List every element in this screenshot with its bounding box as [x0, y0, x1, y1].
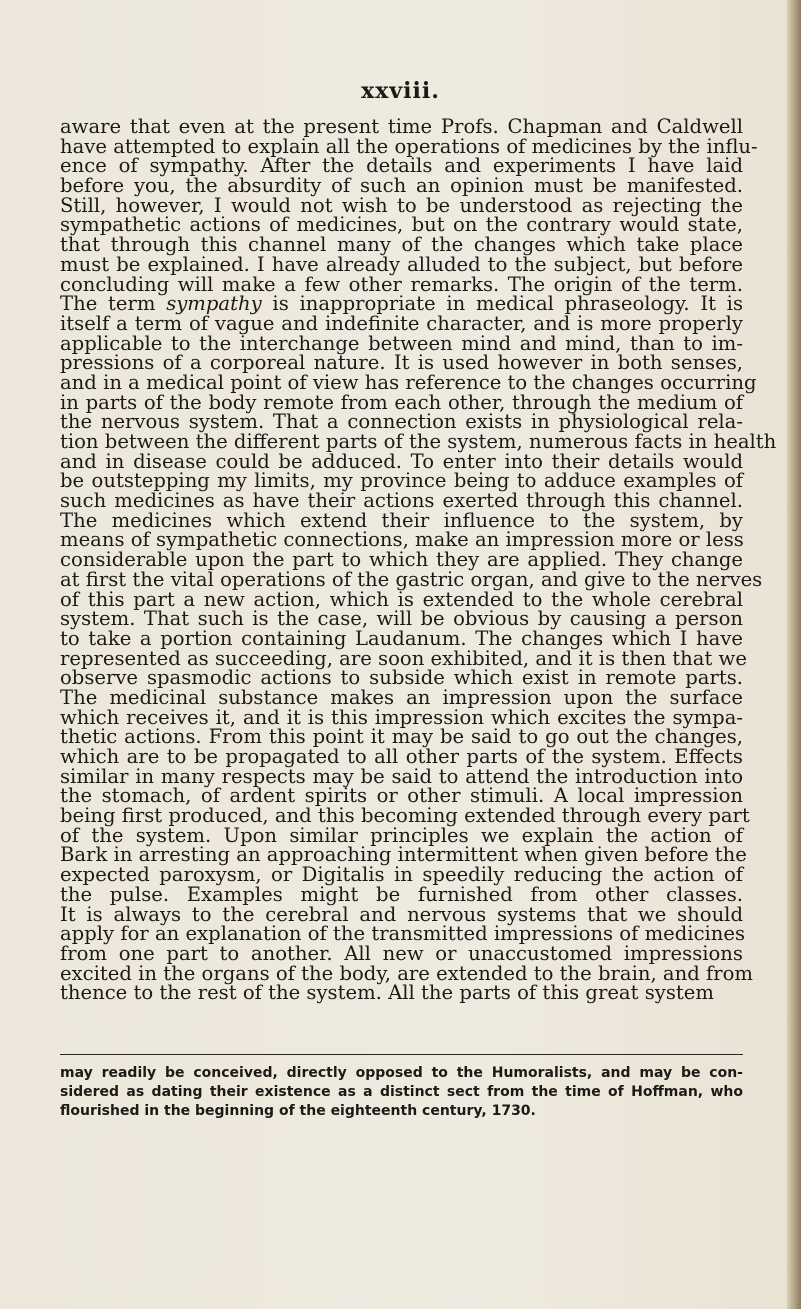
text-line: the stomach, of ardent spirits or other stimuli. A local impression: [60, 784, 743, 808]
text-line: sympathetic actions of medicines, but on the contrary would state,: [60, 213, 743, 237]
footnote-rule: [60, 1054, 743, 1055]
text-line: must be explained. I have already alluded to the subject, but before: [60, 252, 743, 276]
text-line: system. That such is the case, will be obvious by causing a person: [60, 607, 743, 631]
text-line: of this part a new action, which is extended to the whole cerebral: [60, 587, 743, 611]
text-line: which are to be propagated to all other parts of the system. Effects: [60, 745, 743, 768]
footnote-line: flourished in the beginning of the eighteenth century, 1730.: [60, 1103, 536, 1119]
text-line: which receives it, and it is this impression which excites the sympa-: [60, 705, 743, 729]
text-line: to take a portion containing Laudanum. The changes which I have: [60, 626, 743, 650]
text-line: thence to the rest of the system. All the parts of this great system: [60, 981, 714, 1005]
text-line: the nervous system. That a connection exists in physiological rela-: [60, 410, 743, 434]
text-line: means of sympathetic connections, make an impression more or less: [60, 528, 744, 552]
text-line: excited in the organs of the body, are extended to the brain, and from: [60, 961, 753, 985]
text-line: the pulse. Examples might be furnished from other classes.: [60, 882, 743, 906]
text-line: concluding will make a few other remarks. The origin of the term.: [60, 272, 743, 296]
text-line: observe spasmodic actions to subside which exist in remote parts.: [60, 666, 743, 690]
text-line: pressions of a corporeal nature. It is used however in both senses,: [60, 351, 743, 375]
text-line: tion between the different parts of the system, numerous facts in health: [60, 430, 777, 453]
text-line: and in disease could be adduced. To enter into their details would: [60, 449, 743, 473]
text-line: Still, however, I would not wish to be understood as rejecting the: [60, 193, 743, 217]
text-line: itself a term of vague and indefinite character, and is more properly: [60, 311, 743, 335]
text-line: ence of sympathy. After the details and experiments I have laid: [60, 154, 743, 178]
text-line: before you, the absurdity of such an opinion must be manifested.: [60, 174, 743, 198]
text-line: at first the vital operations of the gastric organ, and give to the nerves: [60, 567, 763, 591]
text-line: similar in many respects may be said to attend the introduction into: [60, 764, 743, 788]
text-line: applicable to the interchange between mind and mind, than to im-: [60, 331, 743, 355]
text-line: of the system. Upon similar principles we explain the action of: [60, 823, 743, 847]
text-line: being first produced, and this becoming extended through every part: [60, 804, 750, 828]
footnote: [60, 1064, 743, 1121]
text-line: represented as succeeding, are soon exhibited, and it is then that we: [60, 646, 747, 670]
text-line: have attempted to explain all the operations of medicines by the influ-: [60, 134, 758, 158]
text-line: The medicines which extend their influence to the system, by: [60, 508, 743, 532]
text-line: from one part to another. All new or unaccustomed impressions: [60, 941, 743, 965]
text-line: that through this channel many of the changes which take place: [60, 233, 743, 257]
text-line: Bark in arresting an approaching intermittent when given before the: [60, 843, 747, 867]
text-line: The term sympathy is inappropriate in medical phraseology. It is: [60, 292, 744, 316]
text-line: It is always to the cerebral and nervous systems that we should: [60, 902, 743, 926]
text-line: The medicinal substance makes an impression upon the surface: [60, 685, 743, 709]
body-text: [60, 115, 777, 1005]
footnote-line: sidered as dating their existence as a distinct sect from the time of Hoffman, who: [60, 1084, 743, 1100]
text-line: expected paroxysm, or Digitalis in speedily reducing the action of: [60, 863, 743, 887]
text-line: and in a medical point of view has reference to the changes occurring: [60, 370, 757, 394]
text-line: thetic actions. From this point it may be said to go out the changes,: [60, 725, 743, 749]
text-line: such medicines as have their actions exerted through this channel.: [60, 489, 743, 513]
text-line: considerable upon the part to which they are applied. They change: [60, 548, 743, 572]
page-number: xxviii.: [361, 78, 440, 104]
text-line: apply for an explanation of the transmitted impressions of medicines: [60, 922, 746, 946]
text-line: be outstepping my limits, my province being to adduce examples of: [60, 469, 743, 493]
page-edge: [787, 0, 801, 1309]
footnote-line: may readily be conceived, directly opposed to the Humoralists, and may be con-: [60, 1065, 743, 1081]
text-line: in parts of the body remote from each other, through the medium of: [60, 390, 743, 414]
text-line: aware that even at the present time Profs. Chapman and Caldwell: [60, 115, 743, 138]
